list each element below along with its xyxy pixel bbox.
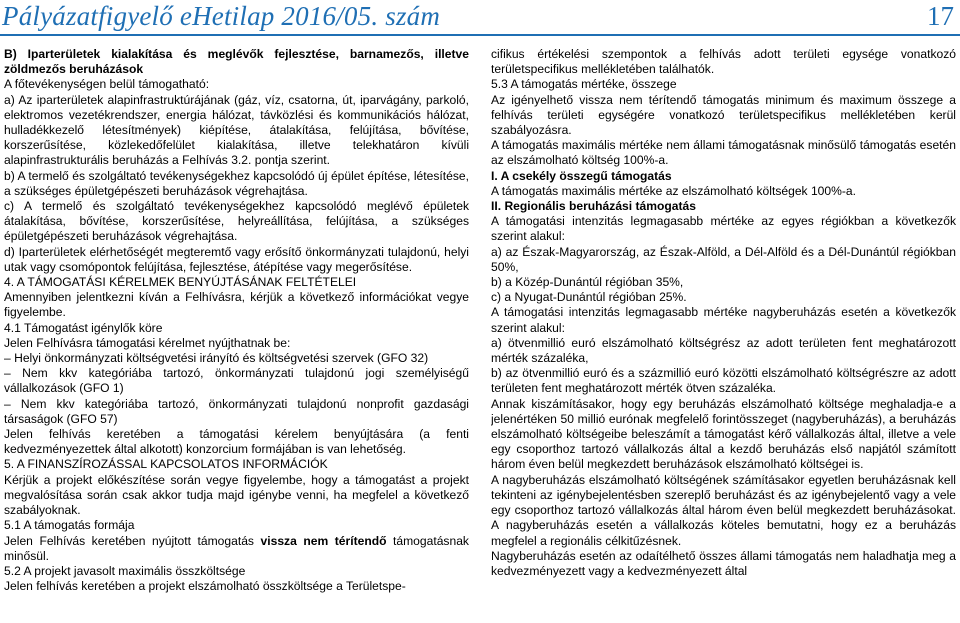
- paragraph: – Nem kkv kategóriába tartozó, önkormányzati tulajdonú jogi személyiségű vállalkozások (GFO 1): [4, 366, 469, 396]
- paragraph: 4. A TÁMOGATÁSI KÉRELMEK BENYÚJTÁSÁNAK FELTÉTELEI: [4, 275, 357, 290]
- paragraph: – Nem kkv kategóriába tartozó, önkormányzati tulajdonú nonprofit gazdasági társaságok (GFO 57): [4, 396, 469, 426]
- paragraph: Annak kiszámításakor, hogy egy beruházás elszámolható költsége meghaladja-e a jelenértéken 50 millió eurónak megfelelő forintösszeget (nagyberuházás), a beruházás elszámolható költségeibe beleszámít a támogatást kérő vállalkozás által, illetve a vele egy csoporthoz tartozó vállalkozás által a kezdő beruházás első napjától számított három éven belül megkezdett beruházások elszámolható költségei is.: [491, 396, 956, 472]
- paragraph: A támogatás maximális mértéke nem állami támogatásnak minősülő támogatás esetén az elszámolható költség 100%-a.: [491, 138, 956, 168]
- paragraph: a) Az iparterületek alapinfrastruktúrájának (gáz, víz, csatorna, út, iparvágány, parkoló, elektromos vezetékrendszer, energia hálózat, távközlési és kommunikációs hálózat, hulladékkezelő létesítmények) kiépítése, átalakítása, felújítása, bővítése, korszerűsítése, közlekedőfelület kialakítása, illetve telekhatáron kívüli alapinfrastrukturális beruházás a Felhívás 3.2. pontja szerint.: [4, 92, 469, 168]
- page-header: [0, 0, 960, 33]
- paragraph: Jelen felhívás keretében a támogatási kérelem benyújtására (a fenti kedvezményezettek által alkotott) konzorcium formájában is van lehetőség.: [4, 427, 469, 457]
- paragraph: c) a Nyugat-Dunántúl régióban 25%.: [491, 290, 687, 305]
- paragraph: Amennyiben jelentkezni kíván a Felhívásra, kérjük a következő információkat vegye figyelembe.: [4, 290, 469, 320]
- paragraph: 5. A FINANSZÍROZÁSSAL KAPCSOLATOS INFORMÁCIÓK: [4, 457, 328, 472]
- paragraph: c) A termelő és szolgáltató tevékenységekhez kapcsolódó meglévő épületek átalakítása, bővítése, korszerűsítése, helyreállítása, felújítása, a szükséges épületgépészeti beruházások végrehajtása.: [4, 199, 469, 244]
- page-number: 17: [927, 1, 954, 31]
- paragraph: Jelen felhívás keretében a projekt elszámolható összköltsége a Területspe-: [4, 579, 406, 594]
- paragraph: – Helyi önkormányzati költségvetési irányító és költségvetési szervek (GFO 32): [4, 351, 429, 366]
- paragraph: 5.3 A támogatás mértéke, összege: [491, 77, 677, 92]
- paragraph: Az igényelhető vissza nem térítendő támogatás minimum és maximum összege a felhívás területi egységére vonatkozó területspecifikus mellékletében kerül szabályozásra.: [491, 92, 956, 138]
- left-column: [4, 47, 469, 619]
- right-column: [491, 47, 956, 619]
- paragraph: 5.2 A projekt javasolt maximális összköltsége: [4, 563, 246, 578]
- paragraph: 5.1 A támogatás formája: [4, 518, 135, 533]
- emphasis-text: vissza nem térítendő: [260, 533, 387, 548]
- paragraph: b) a Közép-Dunántúl régióban 35%,: [491, 275, 684, 290]
- section-heading: B) Iparterületek kialakítása és meglévők fejlesztése, barnamezős, illetve zöldmezős beruházások: [4, 47, 469, 77]
- paragraph: 4.1 Támogatást igénylők köre: [4, 320, 163, 335]
- paragraph: A támogatási intenzitás legmagasabb mértéke nagyberuházás esetén a következők szerint alakul:: [491, 305, 956, 335]
- paragraph: Kérjük a projekt előkészítése során vegye figyelembe, hogy a támogatást a projekt megvalósítása során csak akkor tudja majd igénybe venni, ha megfelel a következő szabályoknak.: [4, 472, 469, 518]
- paragraph: A támogatási intenzitás legmagasabb mértéke az egyes régiókban a következők szerint alakul:: [491, 214, 956, 244]
- paragraph-text: Jelen Felhívás keretében nyújtott támogatás: [4, 533, 261, 548]
- paragraph: a) az Észak-Magyarország, az Észak-Alföld, a Dél-Alföld és a Dél-Dunántúl régiókban 50%,: [491, 244, 956, 274]
- paragraph: cifikus értékelési szempontok a felhívás adott területi egysége vonatkozó területspecifikus mellékletében találhatók.: [491, 47, 956, 77]
- paragraph: a) ötvenmillió euró elszámolható költségrész az adott területen fent meghatározott mérték százaléka,: [491, 335, 956, 366]
- paragraph: Nagyberuházás esetén az odaítélhető összes állami támogatás nem haladhatja meg a kedvezményezett vagy a kedvezményezett által: [491, 548, 956, 578]
- paragraph: Jelen Felhívásra támogatási kérelmet nyújthatnak be:: [4, 335, 291, 350]
- paragraph: b) A termelő és szolgáltató tevékenységekhez kapcsolódó új épület építése, létesítése, a szükséges épületgépészeti beruházások végrehajtása.: [4, 168, 469, 198]
- publication-title: Pályázatfigyelő eHetilap 2016/05. szám: [2, 1, 441, 31]
- paragraph: A támogatás maximális mértéke az elszámolható költségek 100%-a.: [491, 183, 856, 198]
- paragraph: A főtevékenységen belül támogatható:: [4, 77, 210, 92]
- paragraph: b) az ötvenmillió euró és a százmillió euró közötti elszámolható költségrészre az adott területen fent meghatározott mérték ötven százaléka.: [491, 366, 956, 396]
- paragraph-text: támogatásnak minősül.: [4, 533, 469, 563]
- header-rule: [0, 34, 960, 36]
- section-heading: I. A csekély összegű támogatás: [491, 168, 672, 183]
- section-heading: II. Regionális beruházási támogatás: [491, 199, 696, 214]
- paragraph: [4, 534, 469, 564]
- paragraph: A nagyberuházás elszámolható költségének számításakor egyetlen beruházásnak kell tekinteni az igénybejelentésben szereplő beruházást és az igénybejelentő vagy a vele egy csoporthoz tartozó vállalkozás által három éven belül megkezdett beruházásokat. A nagyberuházás esetén a vállalkozás köteles bemutatni, hogy ez a beruházás megfelel a regionális célkitűzésnek.: [491, 472, 956, 548]
- paragraph: d) Iparterületek elérhetőségét megteremtő vagy erősítő önkormányzati tulajdonú, helyi utak vagy csomópontok felújítása, fejlesztése, átépítése vagy megerősítése.: [4, 244, 469, 274]
